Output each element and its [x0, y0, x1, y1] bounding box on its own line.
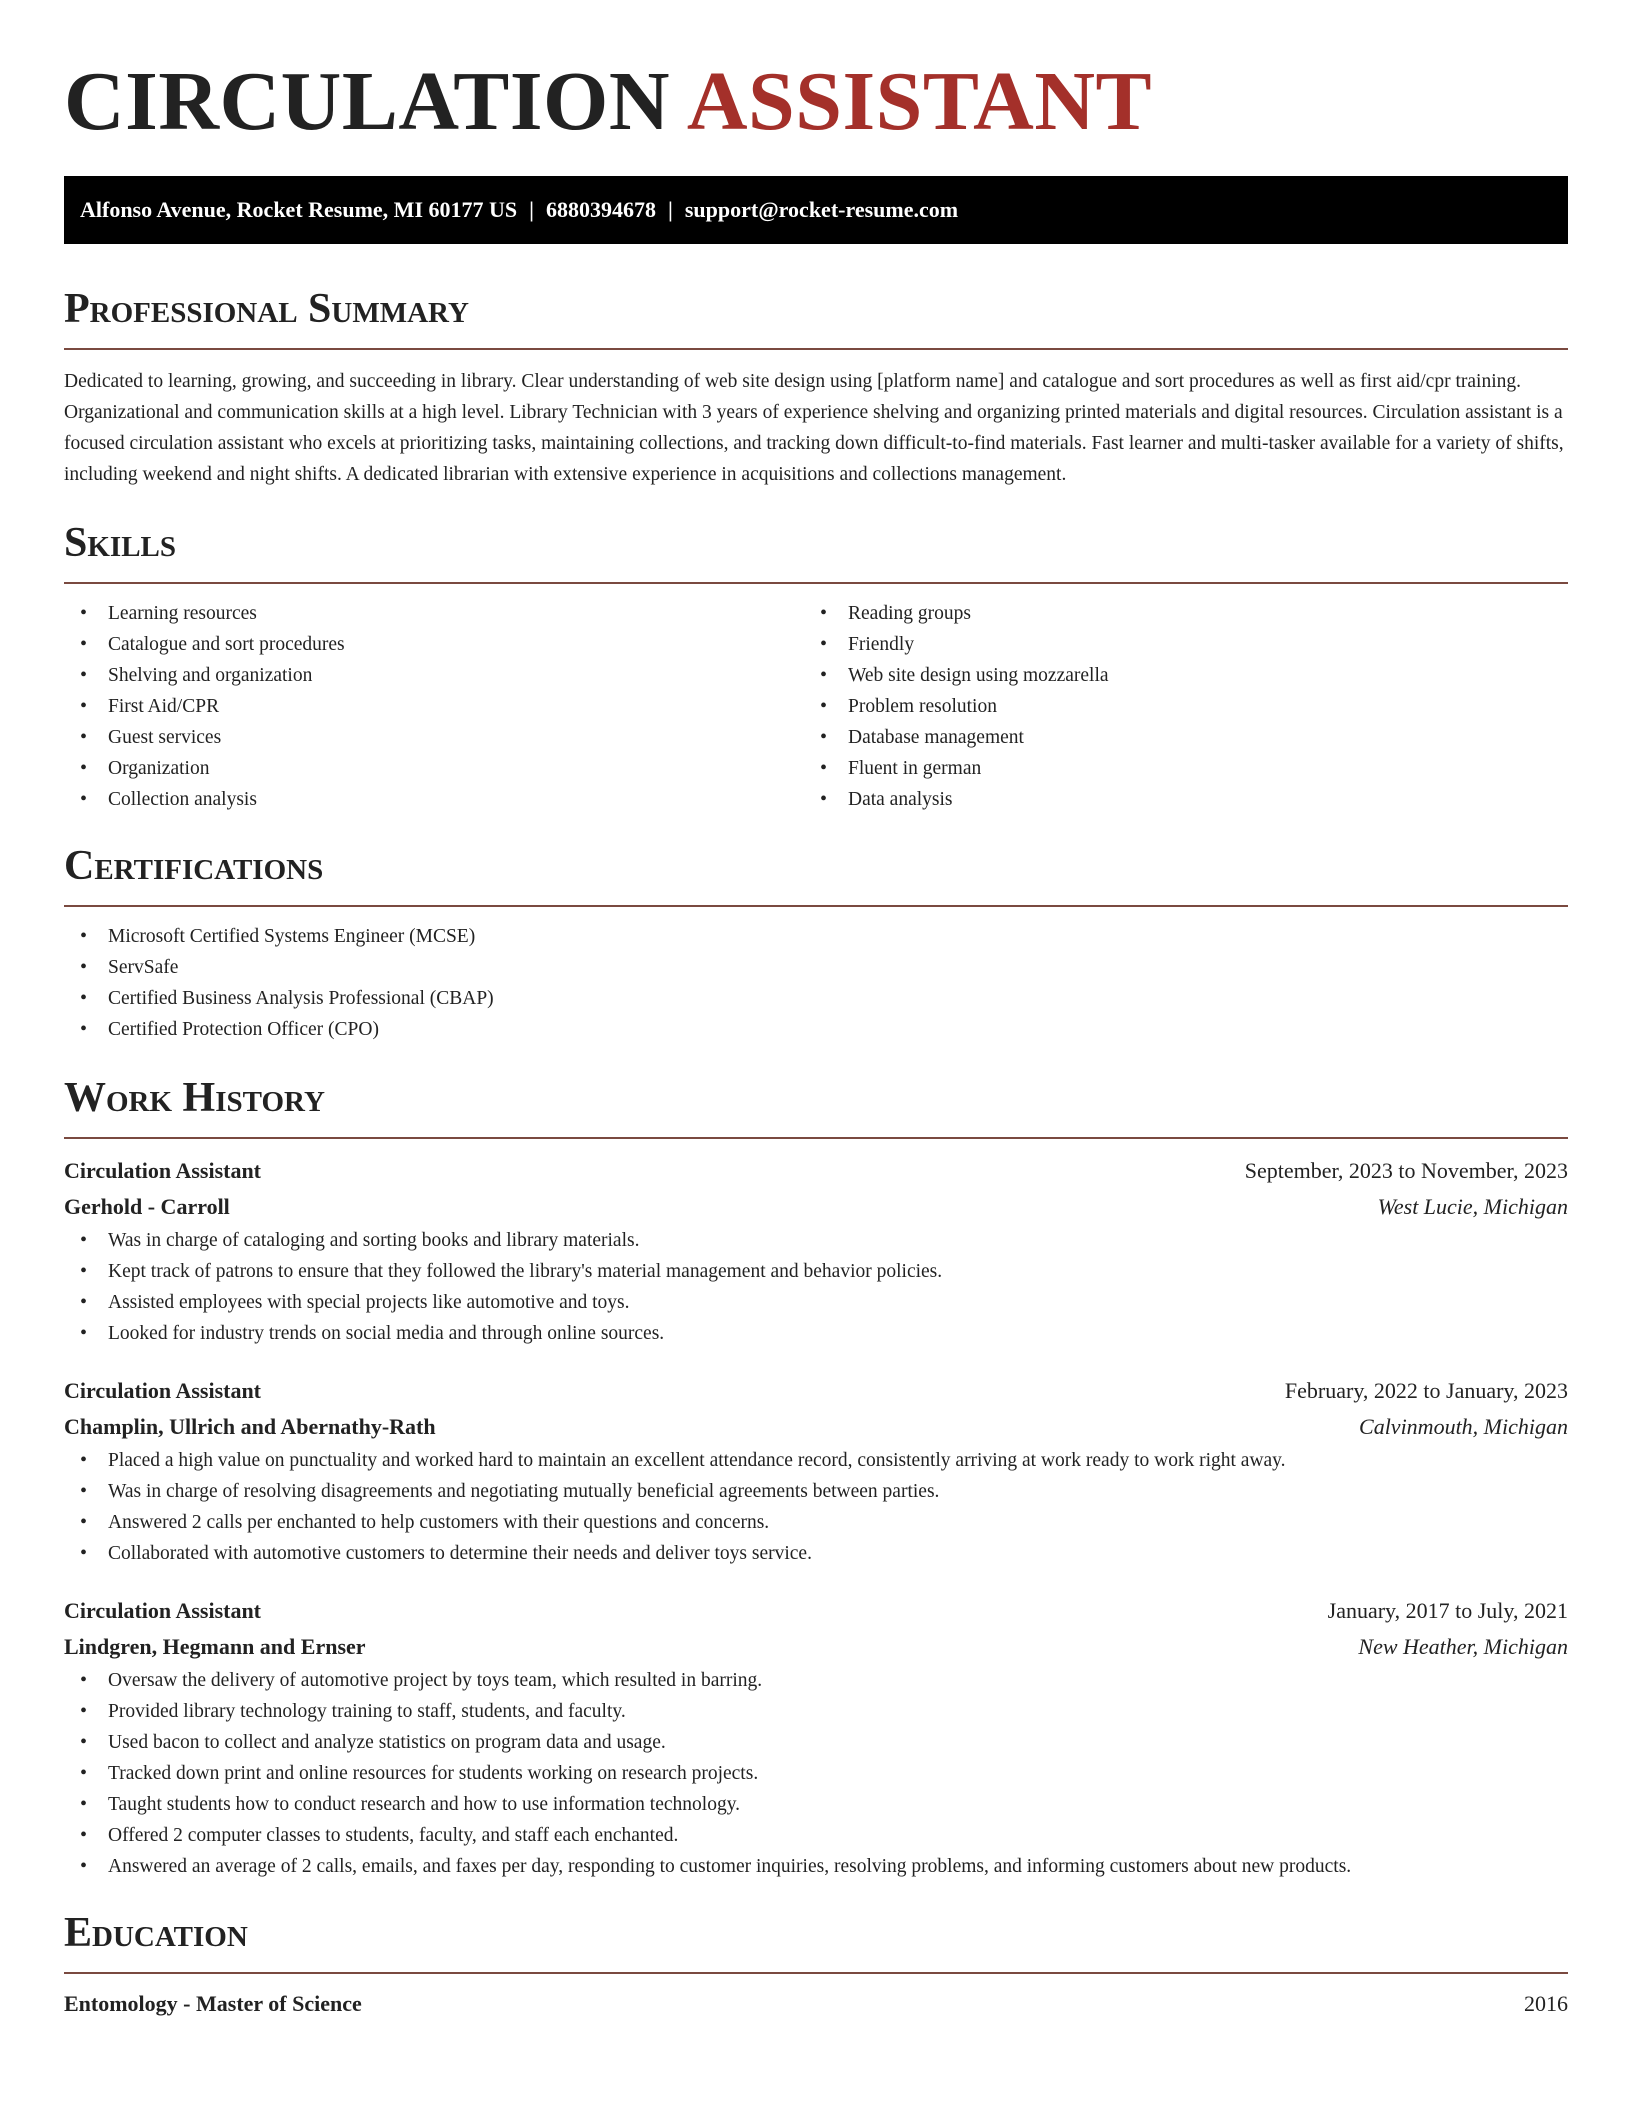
job-bullet: • Kept track of patrons to ensure that they followed the library's material management and behavior policies.	[64, 1256, 1568, 1287]
skill-item: • Reading groups	[804, 598, 1544, 629]
contact-separator: |	[529, 197, 534, 222]
section-title-summary: Professional Summary	[64, 286, 469, 332]
section-divider	[64, 905, 1568, 907]
job-bullet: • Collaborated with automotive customers to determine their needs and deliver toys service.	[64, 1538, 1568, 1569]
job-location: Calvinmouth, Michigan	[1359, 1414, 1568, 1439]
section-divider	[64, 1972, 1568, 1974]
job-location: New Heather, Michigan	[1358, 1634, 1568, 1659]
section-title-certifications: Certifications	[64, 843, 324, 889]
job-bullet: • Offered 2 computer classes to students, faculty, and staff each enchanted.	[64, 1820, 1568, 1851]
resume-name	[64, 50, 1568, 154]
resume-page	[64, 0, 1568, 2022]
job-company: Champlin, Ullrich and Abernathy-Rath	[64, 1414, 436, 1439]
section-title-work-history: Work History	[64, 1075, 325, 1121]
job-bullet: • Taught students how to conduct research and how to use information technology.	[64, 1789, 1568, 1820]
summary-text: Dedicated to learning, growing, and succeeding in library. Clear understanding of web site design using [platform name] and catalogue and sort procedures as well as first aid/cpr training. Organizational and communication skills at a high level. Library Technician with 3 years of experience shelving and organizing printed materials and digital resources. Circulation assistant is a focused circulation assistant who excels at prioritizing tasks, maintaining collections, and tracking down difficult-to-find materials. Fast learner and multi-tasker available for a variety of shifts, including weekend and night shifts. A dedicated librarian with extensive experience in acquisitions and collections management.	[64, 371, 1564, 485]
job-header-row	[64, 1153, 1568, 1189]
job-title: Circulation Assistant	[64, 1598, 262, 1623]
skill-item: • Learning resources	[64, 598, 804, 629]
work-history-section	[64, 1073, 1568, 1882]
name-first: CIRCULATION	[64, 55, 671, 148]
certification-item: • Microsoft Certified Systems Engineer (MCSE)	[64, 921, 1568, 952]
contact-phone: 6880394678	[546, 197, 656, 222]
job-bullets	[64, 1445, 1568, 1569]
job-title: Circulation Assistant	[64, 1378, 262, 1403]
job-bullet: • Oversaw the delivery of automotive project by toys team, which resulted in barring.	[64, 1665, 1568, 1696]
education-section	[64, 1908, 1568, 2022]
section-title-education: Education	[64, 1910, 248, 1956]
skill-item: • Shelving and organization	[64, 660, 804, 691]
skill-item: • Collection analysis	[64, 784, 804, 815]
certification-item: • Certified Business Analysis Professional (CBAP)	[64, 983, 1568, 1014]
skills-grid	[64, 598, 1568, 815]
certifications-list	[64, 921, 1568, 1045]
job-company: Lindgren, Hegmann and Ernser	[64, 1634, 366, 1659]
job-bullet: • Looked for industry trends on social media and through online sources.	[64, 1318, 1568, 1349]
skills-list-right	[804, 598, 1544, 815]
certification-item: • Certified Protection Officer (CPO)	[64, 1014, 1568, 1045]
job-subheader-row	[64, 1409, 1568, 1445]
job-bullet: • Used bacon to collect and analyze statistics on program data and usage.	[64, 1727, 1568, 1758]
skill-item: • Organization	[64, 753, 804, 784]
job-bullet: • Provided library technology training to staff, students, and faculty.	[64, 1696, 1568, 1727]
summary-section	[64, 284, 1568, 490]
section-divider	[64, 1137, 1568, 1139]
skill-item: • Web site design using mozzarella	[804, 660, 1544, 691]
job-bullet: • Assisted employees with special projects like automotive and toys.	[64, 1287, 1568, 1318]
job-entry	[64, 1373, 1568, 1569]
skill-item: • First Aid/CPR	[64, 691, 804, 722]
contact-separator: |	[668, 197, 673, 222]
contact-email[interactable]: support@rocket-resume.com	[684, 197, 959, 222]
education-degree: Entomology - Master of Science	[64, 1991, 362, 2016]
certification-item: • ServSafe	[64, 952, 1568, 983]
job-entry	[64, 1593, 1568, 1882]
name-last: ASSISTANT	[686, 55, 1153, 148]
skills-list-left	[64, 598, 804, 815]
skill-item: • Fluent in german	[804, 753, 1544, 784]
section-divider	[64, 582, 1568, 584]
job-header-row	[64, 1373, 1568, 1409]
job-location: West Lucie, Michigan	[1377, 1194, 1568, 1219]
job-dates: January, 2017 to July, 2021	[1327, 1598, 1568, 1623]
section-title-skills: Skills	[64, 520, 177, 566]
job-bullet: • Was in charge of resolving disagreements and negotiating mutually beneficial agreements between parties.	[64, 1476, 1568, 1507]
job-bullets	[64, 1665, 1568, 1882]
job-subheader-row	[64, 1629, 1568, 1665]
job-title: Circulation Assistant	[64, 1158, 262, 1183]
certifications-section	[64, 841, 1568, 1045]
education-entry	[64, 1986, 1568, 2022]
skill-item: • Friendly	[804, 629, 1544, 660]
skill-item: • Problem resolution	[804, 691, 1544, 722]
job-dates: February, 2022 to January, 2023	[1284, 1378, 1568, 1403]
contact-address: Alfonso Avenue, Rocket Resume, MI 60177 US	[80, 197, 518, 222]
job-bullets	[64, 1225, 1568, 1349]
job-bullet: • Answered an average of 2 calls, emails, and faxes per day, responding to customer inquiries, resolving problems, and informing customers about new products.	[64, 1851, 1568, 1882]
job-entry	[64, 1153, 1568, 1349]
skill-item: • Guest services	[64, 722, 804, 753]
job-header-row	[64, 1593, 1568, 1629]
job-bullet: • Tracked down print and online resources for students working on research projects.	[64, 1758, 1568, 1789]
job-bullet: • Was in charge of cataloging and sorting books and library materials.	[64, 1225, 1568, 1256]
job-bullet: • Answered 2 calls per enchanted to help customers with their questions and concerns.	[64, 1507, 1568, 1538]
job-bullet: • Placed a high value on punctuality and worked hard to maintain an excellent attendance record, consistently arriving at work ready to work right away.	[64, 1445, 1568, 1476]
job-dates: September, 2023 to November, 2023	[1244, 1158, 1568, 1183]
job-company: Gerhold - Carroll	[64, 1194, 230, 1219]
skill-item: • Data analysis	[804, 784, 1544, 815]
job-subheader-row	[64, 1189, 1568, 1225]
education-year: 2016	[1524, 1991, 1568, 2016]
skills-section	[64, 518, 1568, 815]
contact-bar	[64, 176, 1568, 244]
section-divider	[64, 348, 1568, 350]
skill-item: • Database management	[804, 722, 1544, 753]
skill-item: • Catalogue and sort procedures	[64, 629, 804, 660]
